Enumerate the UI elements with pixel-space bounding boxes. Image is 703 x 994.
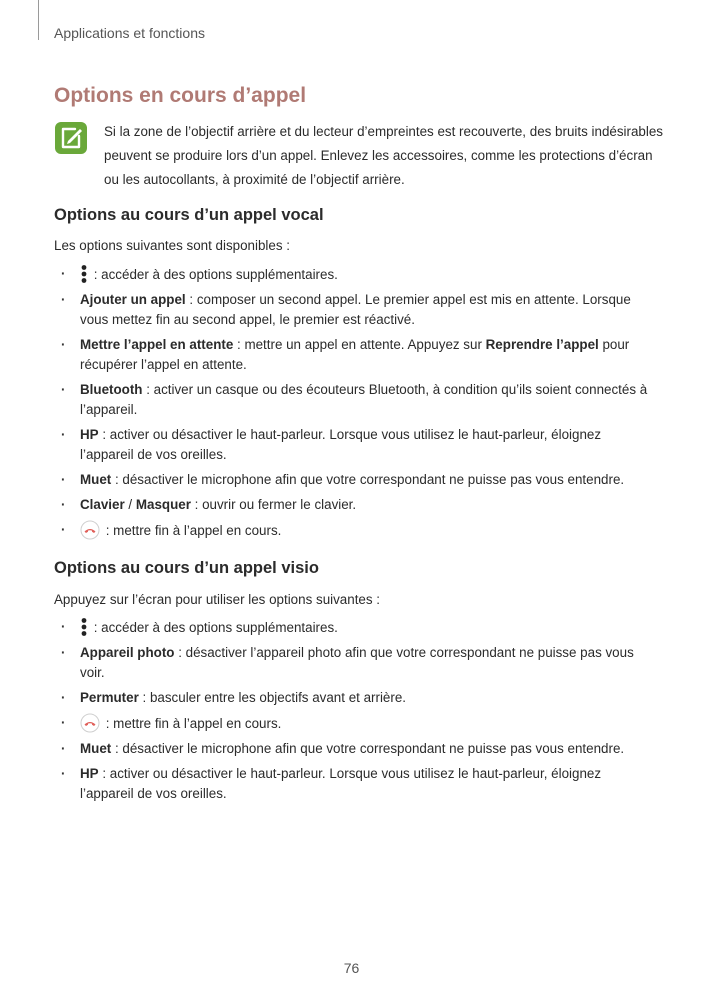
- header-rule: [38, 0, 39, 40]
- option-text-secondary: pour récupérer l’appel en attente.: [80, 337, 630, 372]
- video-call-intro: Appuyez sur l’écran pour utiliser les options suivantes :: [54, 592, 381, 607]
- list-item: [54, 643, 654, 683]
- option-key: Mettre l’appel en attente: [80, 337, 234, 352]
- list-item: [54, 335, 654, 375]
- option-text: : composer un second appel. Le premier appel est mis en attente. Lorsque vous mettez fin au second appel, le premier est réactivé.: [80, 292, 631, 327]
- note-text: Si la zone de l’objectif arrière et du lecteur d’empreintes est recouverte, des bruits indésirables peuvent se produire lors d’un appel. Enlevez les accessoires, comme les protections d’écran ou les autocollants, à proximité de l’objectif arrière.: [104, 124, 663, 187]
- list-item: [54, 617, 654, 638]
- option-separator: /: [124, 497, 136, 512]
- option-key: Muet: [80, 472, 112, 487]
- list-item: [54, 425, 654, 465]
- list-item: [54, 380, 654, 420]
- end-call-icon: [80, 713, 100, 733]
- end-call-icon: [80, 520, 100, 540]
- option-key: Clavier: [80, 497, 125, 512]
- list-item: [54, 739, 654, 759]
- list-item: [54, 495, 654, 515]
- option-key-secondary: Reprendre l’appel: [485, 337, 599, 352]
- page-title: Options en cours d’appel: [54, 84, 307, 107]
- option-text: : activer ou désactiver le haut-parleur. Lorsque vous utilisez le haut-parleur, éloignez l’appareil de vos oreilles.: [80, 427, 602, 462]
- option-text: : activer un casque ou des écouteurs Bluetooth, à condition qu’ils soient connectés à l’appareil.: [80, 382, 648, 417]
- voice-call-heading: Options au cours d’un appel vocal: [54, 206, 324, 224]
- option-key: Appareil photo: [80, 645, 175, 660]
- voice-call-intro: Les options suivantes sont disponibles :: [54, 238, 290, 253]
- more-options-icon: [80, 617, 88, 637]
- video-call-heading: Options au cours d’un appel visio: [54, 559, 319, 577]
- list-item: [54, 713, 654, 734]
- option-text: : accéder à des options supplémentaires.: [90, 620, 338, 635]
- option-text: : désactiver le microphone afin que votre correspondant ne puisse pas vous entendre.: [111, 472, 625, 487]
- page-number: 76: [343, 960, 360, 976]
- note-pencil-icon: [54, 121, 88, 155]
- option-text: : mettre fin à l’appel en cours.: [102, 523, 282, 538]
- option-key-secondary: Masquer: [135, 497, 191, 512]
- option-text: : mettre un appel en attente. Appuyez sur: [233, 337, 486, 352]
- section-header: Applications et fonctions: [54, 25, 205, 41]
- more-options-icon: [80, 264, 88, 284]
- option-text: : mettre fin à l’appel en cours.: [102, 716, 282, 731]
- option-key: HP: [80, 427, 99, 442]
- list-item: [54, 264, 654, 285]
- list-item: [54, 470, 654, 490]
- option-text: : activer ou désactiver le haut-parleur. Lorsque vous utilisez le haut-parleur, éloignez l’appareil de vos oreilles.: [80, 766, 602, 801]
- option-key: Bluetooth: [80, 382, 143, 397]
- list-item: [54, 764, 654, 804]
- list-item: [54, 520, 654, 541]
- option-key: HP: [80, 766, 99, 781]
- option-key: Ajouter un appel: [80, 292, 186, 307]
- option-text: : basculer entre les objectifs avant et arrière.: [138, 690, 406, 705]
- option-text: : ouvrir ou fermer le clavier.: [190, 497, 357, 512]
- option-text: : désactiver le microphone afin que votre correspondant ne puisse pas vous entendre.: [111, 741, 625, 756]
- option-key: Muet: [80, 741, 112, 756]
- list-item: [54, 688, 654, 708]
- option-key: Permuter: [80, 690, 139, 705]
- list-item: [54, 290, 654, 330]
- option-text: : désactiver l’appareil photo afin que votre correspondant ne puisse pas vous voir.: [80, 645, 634, 680]
- video-options-list: [54, 617, 654, 809]
- voice-options-list: [54, 264, 654, 546]
- option-text: : accéder à des options supplémentaires.: [90, 267, 338, 282]
